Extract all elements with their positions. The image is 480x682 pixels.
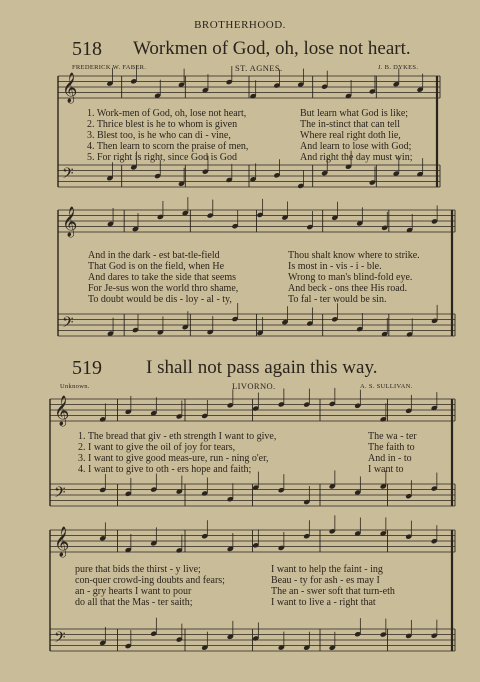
- bass-clef-icon: 𝄢: [62, 314, 74, 335]
- lyric-line: [78, 442, 417, 453]
- treble-clef-icon: 𝄞: [54, 527, 70, 557]
- lyric-text: 1. Work-men of God, oh, lose not heart,: [87, 108, 247, 119]
- lyric-text: And in - to: [368, 453, 412, 464]
- lyric-text: I want to: [368, 464, 404, 475]
- lyric-text: 4. Then learn to scorn the praise of men,: [87, 141, 249, 152]
- lyric-text: The wa - ter: [368, 431, 417, 442]
- lyric-line: [75, 586, 395, 597]
- lyric-text: Wrong to man's blind-fold eye.: [288, 272, 413, 283]
- author-credit: FREDERICK W. FABER.: [72, 64, 147, 71]
- lyric-text: That God is on the field, when He: [88, 261, 225, 272]
- lyric-text: con-quer crowd-ing doubts and fears;: [75, 575, 225, 586]
- lyrics-519-b: [75, 564, 395, 608]
- lyrics-518-b: [88, 250, 420, 305]
- lyric-text: The faith to: [368, 442, 415, 453]
- hymn-title: Workmen of God, oh, lose not heart.: [133, 38, 411, 59]
- lyric-line: [88, 250, 420, 261]
- bass-clef-icon: 𝄢: [54, 484, 66, 505]
- lyric-line: [87, 130, 413, 141]
- tune-name: LIVORNO.: [232, 381, 276, 391]
- lyric-line: [87, 152, 413, 163]
- lyric-text: 1. The bread that giv - eth strength I want to give,: [78, 431, 277, 442]
- lyric-text: For Je-sus won the world thro shame,: [88, 283, 239, 294]
- hymn-title: I shall not pass again this way.: [146, 357, 378, 378]
- lyric-text: 4. I want to give to oth - ers hope and faith;: [78, 464, 252, 475]
- treble-clef-icon: 𝄞: [62, 207, 78, 237]
- lyric-line: [78, 431, 417, 442]
- lyric-line: [88, 283, 420, 294]
- lyric-line: [87, 141, 413, 152]
- lyric-line: [88, 294, 420, 305]
- lyric-text: The in-stinct that can tell: [300, 119, 400, 130]
- lyric-text: I want to help the faint - ing: [271, 564, 383, 575]
- lyric-text: To fal - ter would be sin.: [288, 294, 387, 305]
- hymn-number: 519: [72, 357, 102, 379]
- tune-name: ST. AGNES.: [235, 63, 283, 73]
- lyric-text: And dares to take the side that seems: [88, 272, 237, 283]
- lyric-text: And in the dark - est bat-tle-field: [88, 250, 220, 261]
- bass-clef-icon: 𝄢: [54, 629, 66, 650]
- author-credit: Unknown.: [60, 383, 90, 390]
- lyric-text: an - gry hearts I want to pour: [75, 586, 192, 597]
- lyric-line: [78, 464, 417, 475]
- lyric-text: 2. I want to give the oil of joy for tears,: [78, 442, 236, 453]
- lyric-text: Thou shalt know where to strike.: [288, 250, 420, 261]
- lyric-text: 3. I want to give good meas-ure, run - ning o'er,: [78, 453, 269, 464]
- lyric-text: The an - swer soft that turn-eth: [271, 586, 395, 597]
- lyric-text: But learn what God is like;: [300, 108, 409, 119]
- lyric-line: [75, 597, 395, 608]
- lyric-text: Is most in - vis - i - ble.: [288, 261, 382, 272]
- treble-clef-icon: 𝄞: [62, 73, 78, 103]
- lyric-line: [78, 453, 417, 464]
- lyric-text: 5. For right is right, since God is God: [87, 152, 237, 163]
- lyric-line: [87, 108, 413, 119]
- lyric-text: do all that the Mas - ter saith;: [75, 597, 193, 608]
- lyric-text: And beck - ons thee His road.: [288, 283, 408, 294]
- lyric-line: [88, 272, 420, 283]
- lyric-text: And right the day must win;: [300, 152, 413, 163]
- lyrics-518-a: [87, 108, 413, 163]
- lyric-text: I want to live a - right that: [271, 597, 376, 608]
- lyric-line: [88, 261, 420, 272]
- lyric-text: To doubt would be dis - loy - al - ty,: [88, 294, 232, 305]
- lyric-text: pure that bids the thirst - y live;: [75, 564, 201, 575]
- lyric-line: [75, 564, 395, 575]
- composer-credit: A. S. SULLIVAN.: [360, 383, 413, 390]
- bass-clef-icon: 𝄢: [62, 165, 74, 186]
- composer-credit: J. B. DYKES.: [378, 64, 419, 71]
- lyric-text: 3. Blest too, is he who can di - vine,: [87, 130, 231, 141]
- lyric-line: [75, 575, 395, 586]
- lyric-text: And learn to lose with God;: [300, 141, 412, 152]
- treble-clef-icon: 𝄞: [54, 396, 70, 426]
- lyric-text: Beau - ty for ash - es may I: [271, 575, 380, 586]
- section-heading: BROTHERHOOD.: [194, 19, 286, 31]
- lyric-line: [87, 119, 413, 130]
- lyric-text: Where real right doth lie,: [300, 130, 401, 141]
- hymn-number: 518: [72, 38, 102, 60]
- lyrics-519-a: [78, 431, 417, 475]
- lyric-text: 2. Thrice blest is he to whom is given: [87, 119, 238, 130]
